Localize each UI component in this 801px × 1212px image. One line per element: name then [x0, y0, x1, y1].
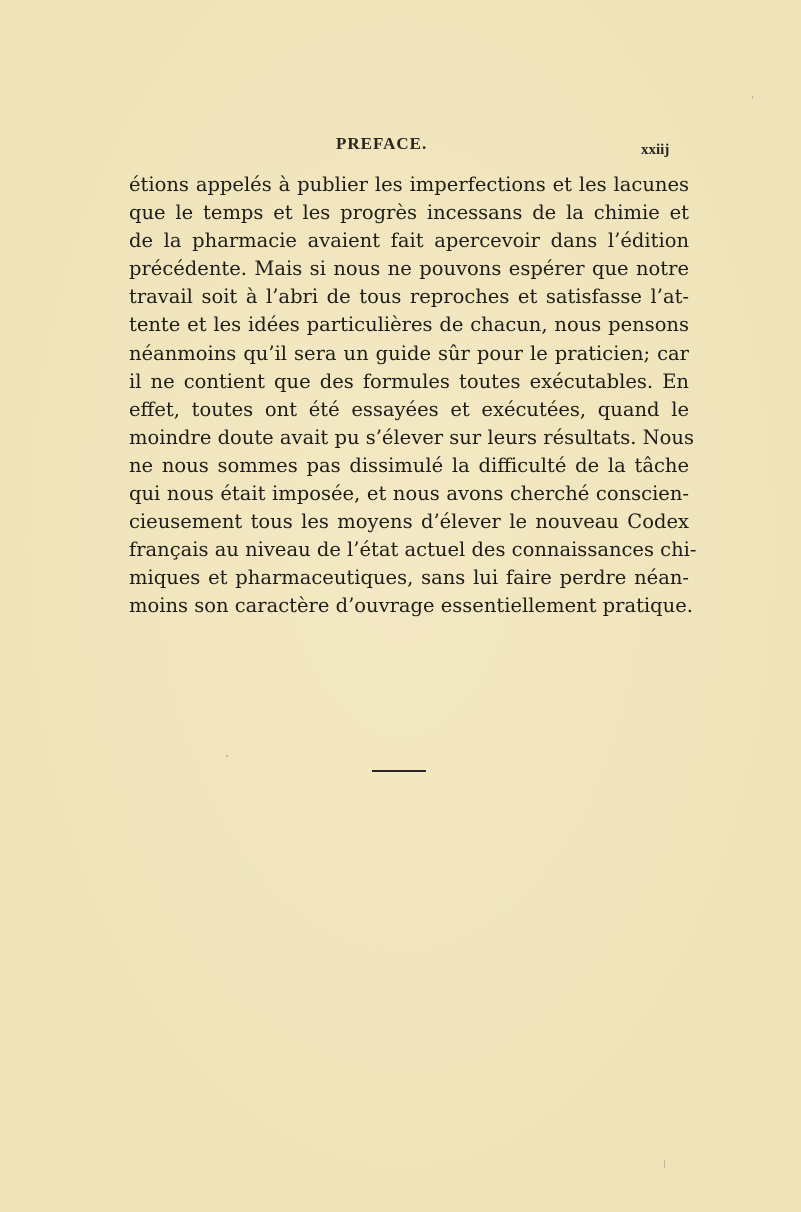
- text-line: travail soit à l’abri de tous reproches et satisfasse l’at-: [129, 285, 689, 309]
- paper-fleck: [664, 1160, 665, 1168]
- text-line: il ne contient que des formules toutes exécutables. En: [129, 369, 689, 393]
- text-line: tente et les idées particulières de chacun, nous pensons: [129, 313, 689, 337]
- text-line: moins son caractère d’ouvrage essentiellement pratique.: [129, 594, 693, 618]
- paper-fleck: [752, 96, 753, 99]
- text-line: de la pharmacie avaient fait apercevoir dans l’édition: [129, 229, 689, 253]
- text-line: moindre doute avait pu s’élever sur leurs résultats. Nous: [129, 425, 694, 449]
- page-number: xxiij: [641, 142, 670, 158]
- text-line: néanmoins qu’il sera un guide sûr pour le praticien; car: [129, 341, 689, 365]
- text-line: miques et pharmaceutiques, sans lui faire perdre néan-: [129, 566, 689, 590]
- text-line: effet, toutes ont été essayées et exécutées, quand le: [129, 397, 689, 421]
- end-rule: [372, 770, 426, 772]
- paper-fleck: [226, 755, 228, 757]
- text-line: qui nous était imposée, et nous avons cherché conscien-: [129, 482, 689, 506]
- text-line: français au niveau de l’état actuel des connaissances chi-: [129, 538, 697, 562]
- text-line: étions appelés à publier les imperfections et les lacunes: [129, 173, 689, 196]
- text-line: ne nous sommes pas dissimulé la difficulté de la tâche: [129, 453, 689, 477]
- running-title: PREFACE.: [336, 134, 428, 153]
- preface-paragraph: [129, 171, 697, 621]
- text-line: cieusement tous les moyens d’élever le nouveau Codex: [129, 510, 689, 534]
- text-line: précédente. Mais si nous ne pouvons espérer que notre: [129, 257, 689, 281]
- text-line: que le temps et les progrès incessans de la chimie et: [129, 201, 689, 225]
- running-head: [0, 134, 801, 162]
